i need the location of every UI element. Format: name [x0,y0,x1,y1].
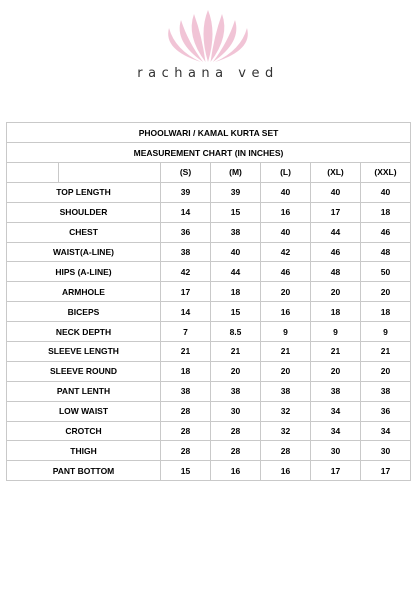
measurement-value: 28 [211,441,261,461]
measurement-value: 16 [261,302,311,322]
brand-name: rachana ved [137,66,279,81]
measurement-value: 18 [361,302,411,322]
measurement-value: 18 [311,302,361,322]
lotus-petal [211,14,225,62]
measurement-label: TOP LENGTH [7,182,161,202]
header-spacer [59,163,161,183]
lotus-logo [0,8,416,68]
measurement-value: 38 [211,381,261,401]
measurement-label: PANT BOTTOM [7,461,161,481]
measurement-label: CHEST [7,222,161,242]
measurement-value: 18 [211,282,261,302]
measurement-value: 20 [361,282,411,302]
measurement-value: 21 [361,342,411,362]
measurement-value: 38 [161,381,211,401]
measurement-value: 17 [161,282,211,302]
size-header: (XXL) [361,163,411,183]
table-row [7,461,411,481]
table-row [7,361,411,381]
table-row [7,381,411,401]
measurement-value: 20 [211,361,261,381]
measurement-value: 48 [361,242,411,262]
measurement-value: 39 [161,182,211,202]
measurement-value: 8.5 [211,322,261,342]
measurement-value: 32 [261,421,311,441]
measurement-value: 36 [161,222,211,242]
measurement-value: 20 [311,361,361,381]
lotus-petal [204,10,213,62]
measurement-value: 28 [161,441,211,461]
measurement-value: 36 [361,401,411,421]
measurement-value: 20 [311,282,361,302]
measurement-value: 14 [161,202,211,222]
table-row [7,342,411,362]
measurement-value: 28 [261,441,311,461]
measurement-value: 46 [311,242,361,262]
measurement-value: 44 [311,222,361,242]
chart-title: PHOOLWARI / KAMAL KURTA SET [7,123,411,143]
measurement-value: 21 [261,342,311,362]
measurement-value: 40 [311,182,361,202]
table-row [7,222,411,242]
measurement-label: BICEPS [7,302,161,322]
table-row [7,262,411,282]
table-row [7,182,411,202]
measurement-value: 15 [211,202,261,222]
measurement-value: 30 [211,401,261,421]
measurement-label: CROTCH [7,421,161,441]
measurement-value: 28 [161,421,211,441]
size-header: (M) [211,163,261,183]
size-header: (L) [261,163,311,183]
measurement-value: 30 [361,441,411,461]
measurement-value: 9 [311,322,361,342]
measurement-value: 42 [161,262,211,282]
measurement-value: 38 [261,381,311,401]
measurement-value: 46 [261,262,311,282]
measurement-value: 15 [211,302,261,322]
measurement-value: 18 [161,361,211,381]
measurement-value: 40 [361,182,411,202]
measurement-value: 34 [311,401,361,421]
measurement-value: 28 [161,401,211,421]
measurement-value: 40 [261,222,311,242]
measurement-value: 16 [261,461,311,481]
measurement-value: 28 [211,421,261,441]
measurement-value: 44 [211,262,261,282]
measurement-label: HIPS (A-LINE) [7,262,161,282]
measurement-label: SHOULDER [7,202,161,222]
measurement-label: LOW WAIST [7,401,161,421]
table-row [7,202,411,222]
measurement-value: 21 [161,342,211,362]
size-header-row [7,163,411,183]
measurement-value: 20 [361,361,411,381]
measurement-value: 46 [361,222,411,242]
size-header: (S) [161,163,211,183]
measurement-value: 9 [261,322,311,342]
table-row [7,322,411,342]
measurement-value: 7 [161,322,211,342]
measurement-value: 34 [311,421,361,441]
measurement-value: 9 [361,322,411,342]
measurement-label: ARMHOLE [7,282,161,302]
measurement-value: 16 [211,461,261,481]
measurement-value: 21 [211,342,261,362]
measurement-label: NECK DEPTH [7,322,161,342]
table-row [7,302,411,322]
measurement-value: 40 [211,242,261,262]
measurement-value: 15 [161,461,211,481]
measurement-value: 21 [311,342,361,362]
measurement-value: 32 [261,401,311,421]
measurement-value: 30 [311,441,361,461]
table-row [7,421,411,441]
measurement-value: 20 [261,282,311,302]
measurement-value: 34 [361,421,411,441]
table-row [7,282,411,302]
measurement-label: SLEEVE LENGTH [7,342,161,362]
measurement-label: WAIST(A-LINE) [7,242,161,262]
measurement-value: 40 [261,182,311,202]
measurement-value: 38 [361,381,411,401]
measurement-value: 38 [161,242,211,262]
measurement-value: 14 [161,302,211,322]
measurement-value: 39 [211,182,261,202]
measurement-value: 16 [261,202,311,222]
table-row [7,401,411,421]
measurement-value: 38 [311,381,361,401]
table-row [7,242,411,262]
size-header: (XL) [311,163,361,183]
measurement-label: THIGH [7,441,161,461]
lotus-icon [148,8,268,64]
measurement-value: 50 [361,262,411,282]
measurement-label: PANT LENTH [7,381,161,401]
table-row [7,441,411,461]
lotus-petal [192,14,206,62]
measurement-value: 18 [361,202,411,222]
measurement-value: 17 [361,461,411,481]
chart-subtitle: MEASUREMENT CHART (IN INCHES) [7,143,411,163]
measurement-label: SLEEVE ROUND [7,361,161,381]
measurement-value: 20 [261,361,311,381]
measurement-value: 17 [311,461,361,481]
measurement-value: 38 [211,222,261,242]
measurement-chart [6,122,411,481]
header-spacer [7,163,59,183]
measurement-value: 17 [311,202,361,222]
measurement-value: 48 [311,262,361,282]
measurement-value: 42 [261,242,311,262]
